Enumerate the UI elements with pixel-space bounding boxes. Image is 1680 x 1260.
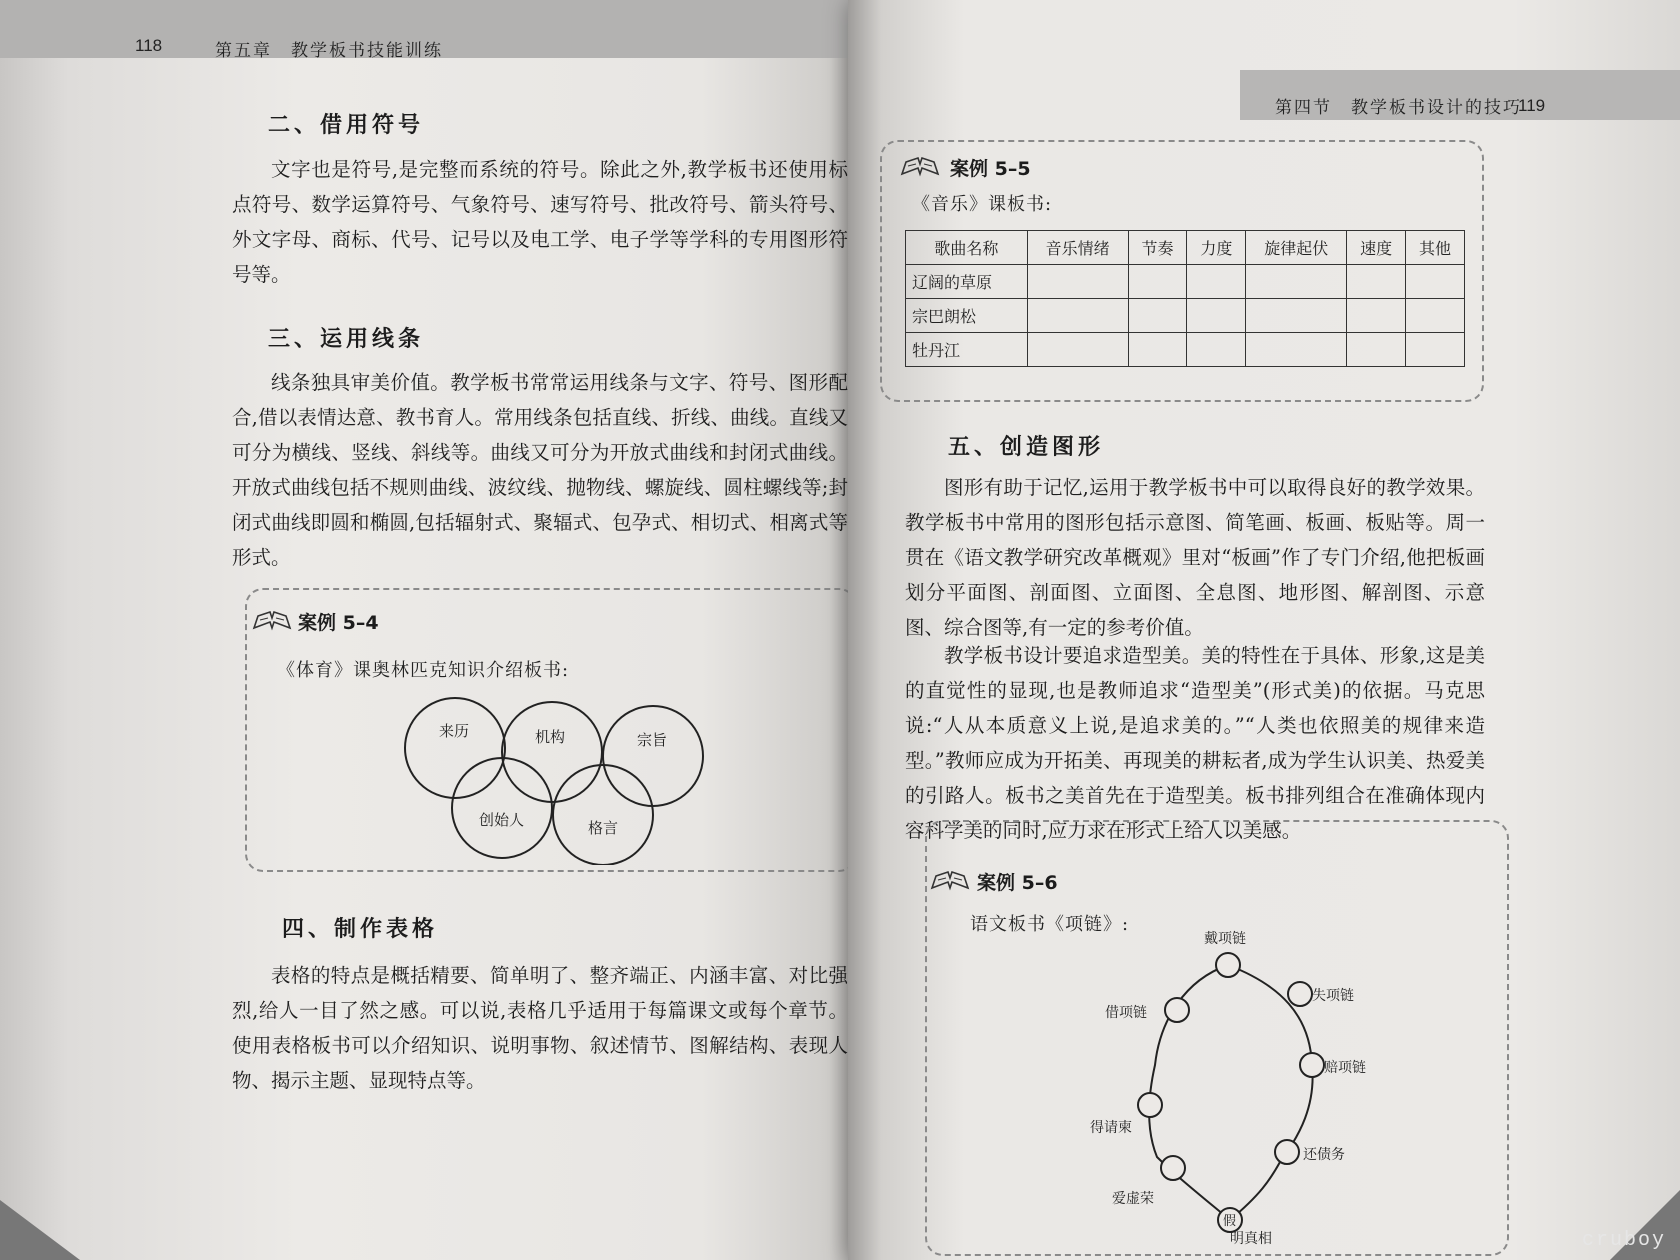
table-cell — [1128, 299, 1187, 333]
right-page-number: 119 — [1518, 96, 1546, 115]
ring-origin — [405, 698, 505, 798]
ring-label: 机构 — [535, 728, 566, 746]
open-book-icon — [900, 154, 940, 178]
table-cell — [1246, 265, 1347, 299]
necklace-node-label: 戴项链 — [1204, 931, 1246, 947]
left-page-number: 118 — [135, 36, 163, 55]
bead — [1216, 953, 1240, 977]
table-cell — [1027, 265, 1128, 299]
section-5-title: 五、创造图形 — [948, 435, 1105, 460]
table-header: 速度 — [1347, 231, 1406, 265]
table-header: 旋律起伏 — [1246, 231, 1347, 265]
ring-founder — [452, 758, 552, 858]
table-cell — [1347, 299, 1406, 333]
necklace-node-label: 爱虚荣 — [1112, 1191, 1154, 1207]
section-5-paragraph-2: 教学板书设计要追求造型美。美的特性在于具体、形象,这是美的直觉性的显现,也是教师追求“造型美”(形式美)的依据。马克思说:“人从本质意义上说,是追求美的。”“人类也依照美的规律来造型。”教师应成为开拓美、再现美的耕耘者,成为学生认识美、热爱美的引路人。板书之美首先在于造型美。板书排列组合在准确体现内容科学美的同时,应力求在形式上给人以美感。 — [905, 644, 1485, 842]
ring-label: 格言 — [588, 819, 619, 837]
olympic-rings-diagram — [395, 690, 725, 865]
case-5-4-subtitle: 《体育》课奥林匹克知识介绍板书: — [277, 660, 570, 681]
case-5-5-subtitle: 《音乐》课板书: — [912, 194, 1053, 215]
table-cell — [1187, 299, 1246, 333]
bead — [1275, 1140, 1299, 1164]
case-5-4-title: 案例 5–4 — [298, 612, 379, 634]
open-book-icon — [252, 608, 292, 632]
table-header: 音乐情绪 — [1027, 231, 1128, 265]
table-row — [906, 265, 1465, 299]
table-cell — [1027, 299, 1128, 333]
bead — [1300, 1053, 1324, 1077]
table-cell — [1187, 265, 1246, 299]
section-header: 第四节 教学板书设计的技巧 — [1275, 98, 1522, 117]
case-5-6-subtitle: 语文板书《项链》: — [970, 914, 1130, 935]
necklace-node-label: 借项链 — [1105, 1005, 1147, 1021]
table-cell — [1347, 265, 1406, 299]
table-cell — [1406, 265, 1465, 299]
section-5-paragraph-1: 图形有助于记忆,运用于教学板书中可以取得良好的教学效果。教学板书中常用的图形包括示意图、简笔画、板画、板贴等。周一贯在《语文教学研究改革概观》里对“板画”作了专门介绍,他把板画划分平面图、剖面图、立面图、全息图、地形图、解剖图、示意图、综合图等,有一定的参考价值。 — [905, 476, 1485, 639]
case-5-5-title: 案例 5–5 — [950, 158, 1031, 180]
bead — [1288, 982, 1312, 1006]
necklace-node-label: 失项链 — [1312, 988, 1354, 1004]
music-table — [905, 230, 1465, 367]
ring-organization — [502, 702, 602, 802]
necklace-node-label: 明真相 — [1230, 1231, 1272, 1245]
section-3-title: 三、运用线条 — [268, 327, 425, 352]
necklace-node-label: 赔项链 — [1324, 1060, 1366, 1076]
table-cell — [1246, 333, 1347, 367]
corner-decoration — [0, 1200, 80, 1260]
open-book-icon — [930, 868, 970, 892]
chapter-header: 第五章 教学板书技能训练 — [215, 41, 443, 60]
table-cell — [1128, 333, 1187, 367]
table-row — [906, 299, 1465, 333]
table-row — [906, 333, 1465, 367]
table-cell — [1406, 333, 1465, 367]
table-header: 节奏 — [1128, 231, 1187, 265]
table-cell — [1187, 333, 1246, 367]
section-2-paragraph: 文字也是符号,是完整而系统的符号。除此之外,教学板书还使用标点符号、数学运算符号、气象符号、速写符号、批改符号、箭头符号、外文字母、商标、代号、记号以及电工学、电子学等学科的专用图形符号等。 — [232, 158, 848, 286]
section-4-paragraph: 表格的特点是概括精要、简单明了、整齐端正、内涵丰富、对比强烈,给人一目了然之感。可以说,表格几乎适用于每篇课文或每个章节。使用表格板书可以介绍知识、说明事物、叙述情节、图解结构、表现人物、揭示主题、显现特点等。 — [232, 964, 848, 1092]
table-header: 歌曲名称 — [906, 231, 1028, 265]
ring-label: 宗旨 — [637, 731, 668, 749]
section-3-paragraph: 线条独具审美价值。教学板书常常运用线条与文字、符号、图形配合,借以表情达意、教书育人。常用线条包括直线、折线、曲线。直线又可分为横线、竖线、斜线等。曲线又可分为开放式曲线和封闭式曲线。开放式曲线包括不规则曲线、波纹线、抛物线、螺旋线、圆柱螺线等;封闭式曲线即圆和椭圆,包括辐射式、聚辐式、包孕式、相切式、相离式等形式。 — [232, 371, 848, 569]
bead — [1165, 998, 1189, 1022]
center-char-label: 假 — [1223, 1214, 1237, 1229]
ring-label: 创始人 — [479, 811, 525, 829]
necklace-node-label: 还债务 — [1303, 1147, 1345, 1163]
table-cell — [1027, 333, 1128, 367]
table-header-row — [906, 231, 1465, 265]
table-cell — [1406, 299, 1465, 333]
section-2-title: 二、借用符号 — [268, 113, 425, 138]
necklace-beads — [1138, 953, 1324, 1232]
bead — [1138, 1093, 1162, 1117]
table-header: 力度 — [1187, 231, 1246, 265]
song-name-cell: 宗巴朗松 — [906, 299, 1028, 333]
case-5-6-title: 案例 5–6 — [977, 872, 1058, 894]
table-cell — [1246, 299, 1347, 333]
song-name-cell: 牡丹江 — [906, 333, 1028, 367]
necklace-node-label: 得请柬 — [1090, 1120, 1132, 1136]
table-header: 其他 — [1406, 231, 1465, 265]
song-name-cell: 辽阔的草原 — [906, 265, 1028, 299]
ring-label: 来历 — [439, 722, 470, 740]
section-4-title: 四、制作表格 — [282, 917, 439, 942]
table-cell — [1347, 333, 1406, 367]
watermark: cruboy — [1581, 1229, 1666, 1252]
ring-purpose — [603, 706, 703, 806]
table-cell — [1128, 265, 1187, 299]
ring-motto — [553, 765, 653, 865]
bead — [1161, 1156, 1185, 1180]
